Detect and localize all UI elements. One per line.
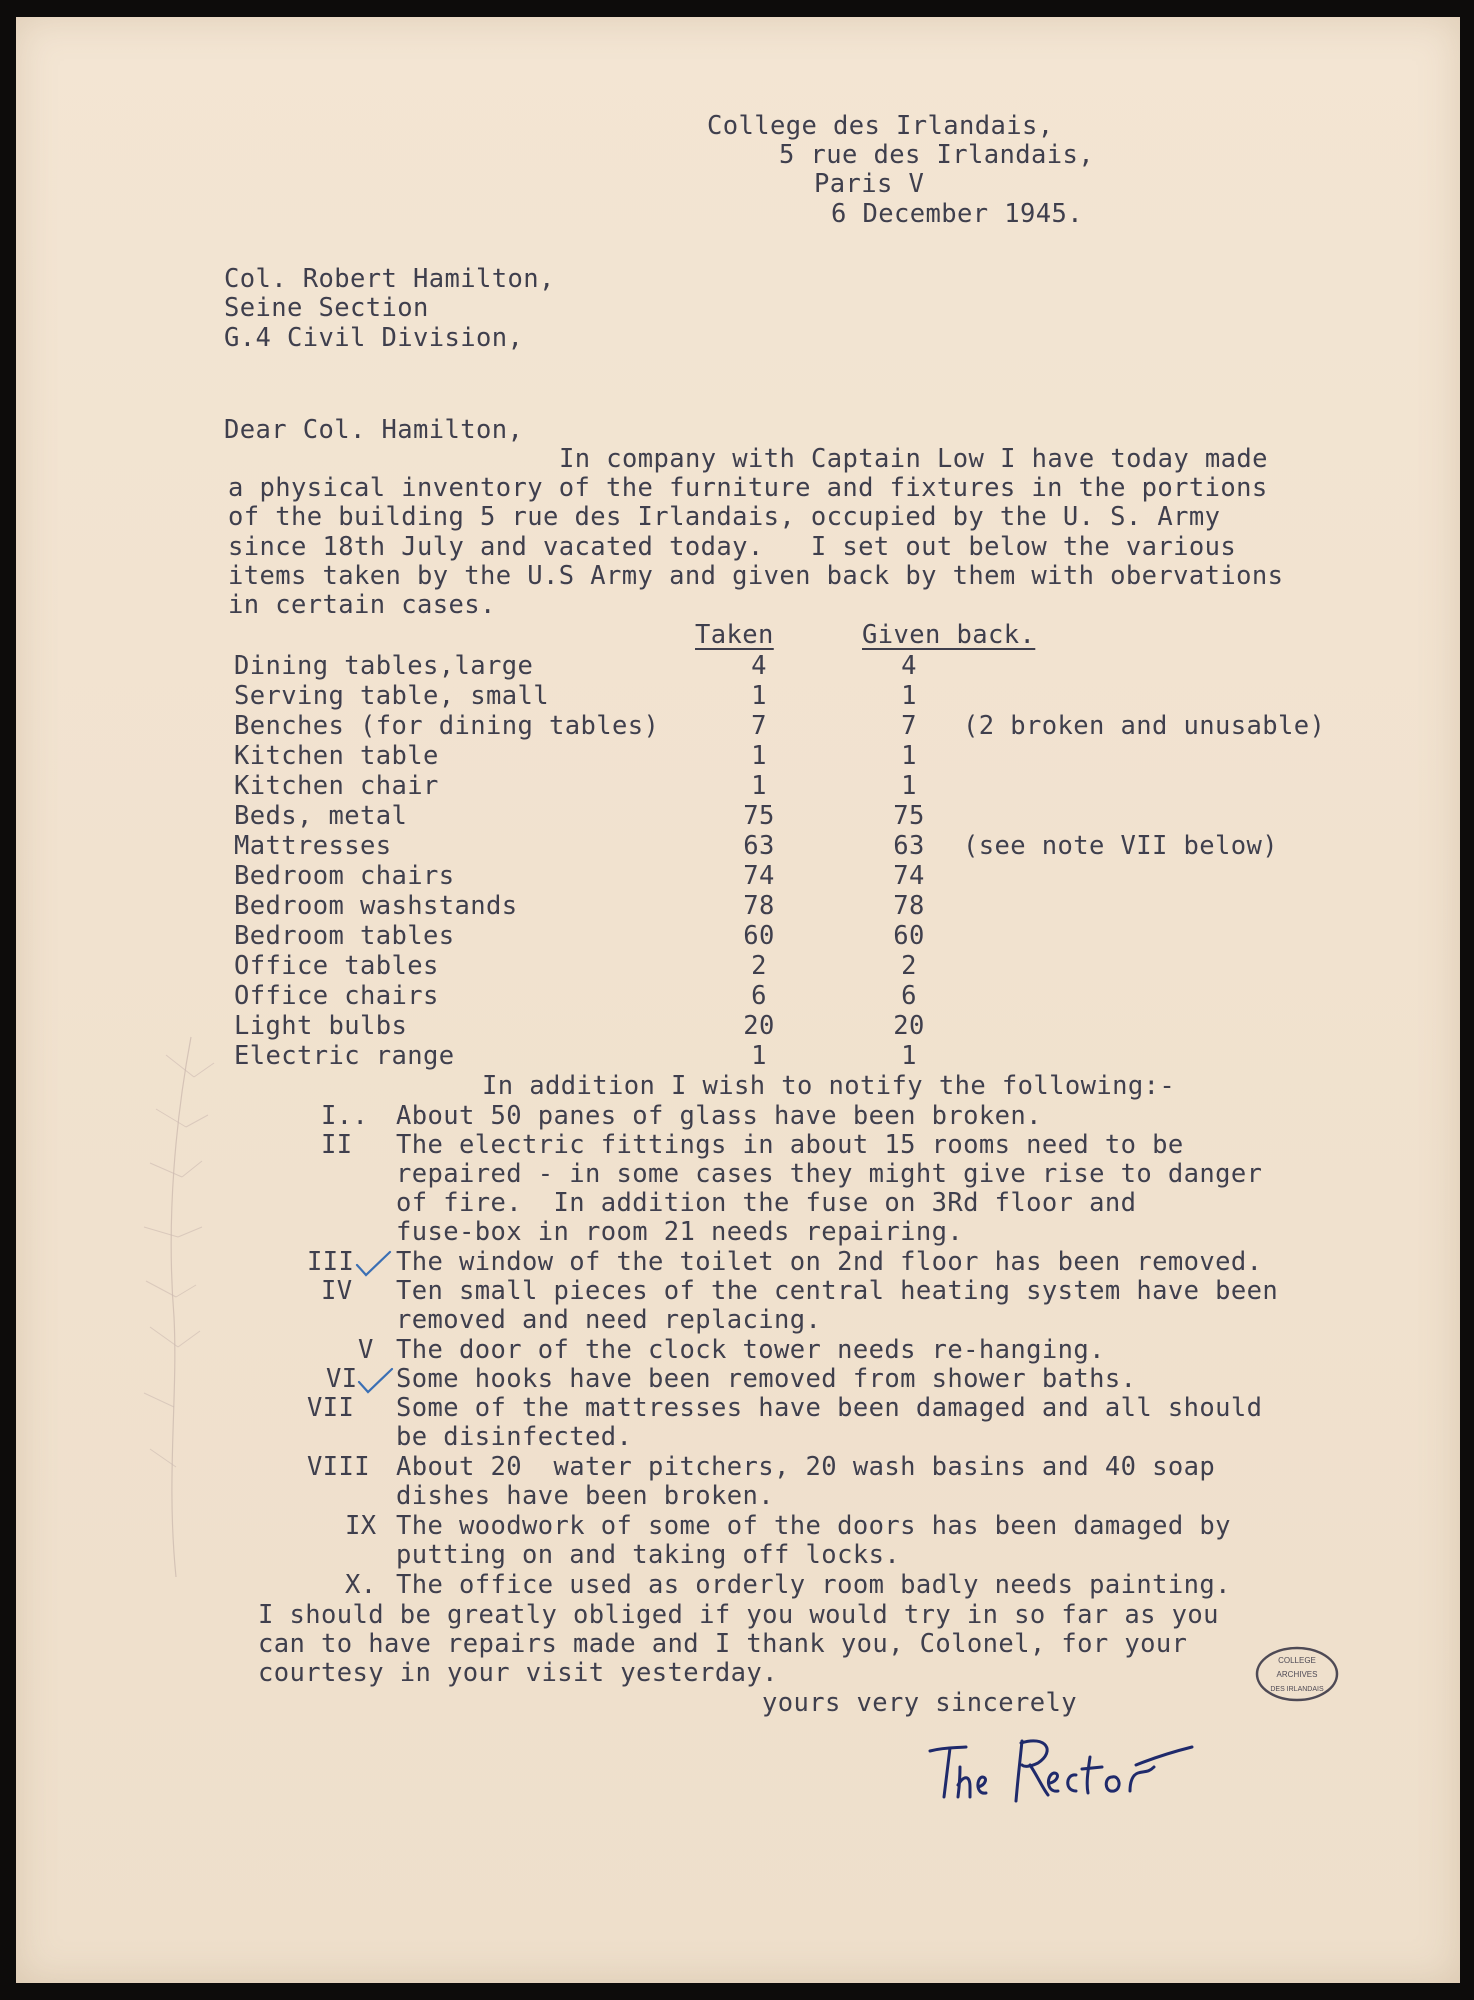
inventory-item: Bedroom washstands bbox=[234, 891, 518, 921]
archive-stamp bbox=[1253, 1644, 1341, 1704]
inventory-taken: 7 bbox=[751, 711, 767, 741]
inventory-given-back: 1 bbox=[901, 741, 917, 771]
handwritten-signature bbox=[926, 1717, 1196, 1812]
letter-page bbox=[16, 17, 1460, 1983]
note-text: repaired - in some cases they might give rise to danger bbox=[396, 1159, 1263, 1189]
closing-line: courtesy in your visit yesterday. bbox=[258, 1658, 778, 1688]
closing-line: can to have repairs made and I thank you, Colonel, for your bbox=[258, 1629, 1188, 1659]
salutation: Dear Col. Hamilton, bbox=[224, 415, 524, 445]
inventory-given-back: 2 bbox=[901, 951, 917, 981]
inventory-given-back: 74 bbox=[893, 861, 925, 891]
inventory-item: Serving table, small bbox=[234, 681, 550, 711]
inventory-row bbox=[16, 801, 1460, 831]
inventory-taken: 6 bbox=[751, 981, 767, 1011]
checkmark-icon bbox=[356, 1366, 396, 1396]
checkmark-icon bbox=[354, 1249, 394, 1279]
inventory-row bbox=[16, 981, 1460, 1011]
inventory-given-back: 4 bbox=[901, 651, 917, 681]
intro-line: in certain cases. bbox=[228, 590, 496, 620]
inventory-row bbox=[16, 741, 1460, 771]
intro-line: a physical inventory of the furniture and fixtures in the portions bbox=[228, 473, 1268, 503]
note-text: About 50 panes of glass have been broken. bbox=[396, 1101, 1042, 1131]
note-text: removed and need replacing. bbox=[396, 1305, 822, 1335]
inventory-taken: 1 bbox=[751, 771, 767, 801]
stamp-text-middle: ARCHIVES bbox=[1276, 1670, 1318, 1679]
inventory-row bbox=[16, 1041, 1460, 1071]
inventory-item: Bedroom chairs bbox=[234, 861, 455, 891]
addition-intro: In addition I wish to notify the following:- bbox=[482, 1071, 1176, 1101]
inventory-given-back: 75 bbox=[893, 801, 925, 831]
recipient-line-1: Col. Robert Hamilton, bbox=[224, 264, 555, 294]
inventory-taken: 1 bbox=[751, 681, 767, 711]
inventory-taken: 20 bbox=[743, 1011, 775, 1041]
inventory-taken: 4 bbox=[751, 651, 767, 681]
note-text: The office used as orderly room badly needs painting. bbox=[396, 1570, 1231, 1600]
inventory-item: Office tables bbox=[234, 951, 439, 981]
letter-date: 6 December 1945. bbox=[831, 199, 1084, 229]
note-text: be disinfected. bbox=[396, 1422, 633, 1452]
sender-address-line-3: Paris V bbox=[814, 169, 925, 199]
inventory-item: Mattresses bbox=[234, 831, 392, 861]
intro-line: since 18th July and vacated today. I set out below the various bbox=[228, 532, 1237, 562]
inventory-item: Office chairs bbox=[234, 981, 439, 1011]
inventory-given-back: 7 bbox=[901, 711, 917, 741]
inventory-given-back: 63 bbox=[893, 831, 925, 861]
inventory-row bbox=[16, 771, 1460, 801]
note-text: dishes have been broken. bbox=[396, 1481, 775, 1511]
note-numeral: V bbox=[358, 1335, 374, 1365]
inventory-given-back: 6 bbox=[901, 981, 917, 1011]
inventory-item: Light bulbs bbox=[234, 1011, 408, 1041]
inventory-taken: 63 bbox=[743, 831, 775, 861]
inventory-row bbox=[16, 711, 1460, 741]
note-text: of fire. In addition the fuse on 3Rd floor and bbox=[396, 1188, 1137, 1218]
inventory-item: Benches (for dining tables) bbox=[234, 711, 660, 741]
inventory-taken: 1 bbox=[751, 1041, 767, 1071]
inventory-item: Kitchen chair bbox=[234, 771, 439, 801]
note-text: The electric fittings in about 15 rooms need to be bbox=[396, 1130, 1184, 1160]
inventory-note: (see note VII below) bbox=[963, 831, 1279, 861]
inventory-given-back: 1 bbox=[901, 681, 917, 711]
inventory-item: Dining tables,large bbox=[234, 651, 534, 681]
inventory-row bbox=[16, 681, 1460, 711]
note-text: The door of the clock tower needs re-hanging. bbox=[396, 1335, 1105, 1365]
note-text: The window of the toilet on 2nd floor has been removed. bbox=[396, 1247, 1263, 1277]
note-text: Ten small pieces of the central heating system have been bbox=[396, 1276, 1279, 1306]
recipient-line-3: G.4 Civil Division, bbox=[224, 323, 524, 353]
note-text: The woodwork of some of the doors has been damaged by bbox=[396, 1511, 1231, 1541]
note-numeral: II bbox=[321, 1130, 353, 1160]
inventory-item: Bedroom tables bbox=[234, 921, 455, 951]
inventory-row bbox=[16, 921, 1460, 951]
inventory-item: Beds, metal bbox=[234, 801, 408, 831]
note-text: About 20 water pitchers, 20 wash basins and 40 soap bbox=[396, 1452, 1216, 1482]
inventory-row bbox=[16, 651, 1460, 681]
note-numeral: IX bbox=[345, 1511, 377, 1541]
intro-line: items taken by the U.S Army and given back by them with obervations bbox=[228, 561, 1284, 591]
note-numeral: X. bbox=[345, 1570, 377, 1600]
stamp-text-bottom: DES IRLANDAIS bbox=[1270, 1686, 1324, 1693]
note-numeral: III bbox=[307, 1247, 355, 1277]
inventory-row bbox=[16, 951, 1460, 981]
inventory-taken: 78 bbox=[743, 891, 775, 921]
inventory-taken: 60 bbox=[743, 921, 775, 951]
inventory-row bbox=[16, 1011, 1460, 1041]
note-text: Some hooks have been removed from shower baths. bbox=[396, 1364, 1137, 1394]
inventory-given-back: 1 bbox=[901, 771, 917, 801]
note-numeral: IV bbox=[321, 1276, 353, 1306]
inventory-item: Kitchen table bbox=[234, 741, 439, 771]
inventory-given-back: 1 bbox=[901, 1041, 917, 1071]
inventory-taken: 74 bbox=[743, 861, 775, 891]
sender-address-line-1: College des Irlandais, bbox=[707, 111, 1054, 141]
closing-line: I should be greatly obliged if you would try in so far as you bbox=[258, 1600, 1219, 1630]
note-text: Some of the mattresses have been damaged and all should bbox=[396, 1393, 1263, 1423]
inventory-header-given-back: Given back. bbox=[862, 620, 1036, 650]
note-numeral: VI bbox=[326, 1364, 358, 1394]
valediction: yours very sincerely bbox=[762, 1688, 1078, 1718]
inventory-taken: 1 bbox=[751, 741, 767, 771]
stamp-text-top: COLLEGE bbox=[1278, 1656, 1316, 1665]
note-numeral: VIII bbox=[307, 1452, 371, 1482]
inventory-header-taken: Taken bbox=[695, 620, 774, 650]
note-text: putting on and taking off locks. bbox=[396, 1540, 901, 1570]
note-numeral: I.. bbox=[321, 1101, 369, 1131]
note-numeral: VII bbox=[307, 1393, 355, 1423]
inventory-given-back: 20 bbox=[893, 1011, 925, 1041]
sender-address-line-2: 5 rue des Irlandais, bbox=[779, 140, 1095, 170]
inventory-row bbox=[16, 861, 1460, 891]
inventory-row bbox=[16, 891, 1460, 921]
intro-line: of the building 5 rue des Irlandais, occupied by the U. S. Army bbox=[228, 502, 1221, 532]
inventory-item: Electric range bbox=[234, 1041, 455, 1071]
recipient-line-2: Seine Section bbox=[224, 293, 429, 323]
inventory-row bbox=[16, 831, 1460, 861]
note-text: fuse-box in room 21 needs repairing. bbox=[396, 1217, 964, 1247]
inventory-given-back: 78 bbox=[893, 891, 925, 921]
intro-line: In company with Captain Low I have today made bbox=[559, 444, 1268, 474]
inventory-taken: 75 bbox=[743, 801, 775, 831]
inventory-taken: 2 bbox=[751, 951, 767, 981]
inventory-note: (2 broken and unusable) bbox=[963, 711, 1326, 741]
inventory-given-back: 60 bbox=[893, 921, 925, 951]
